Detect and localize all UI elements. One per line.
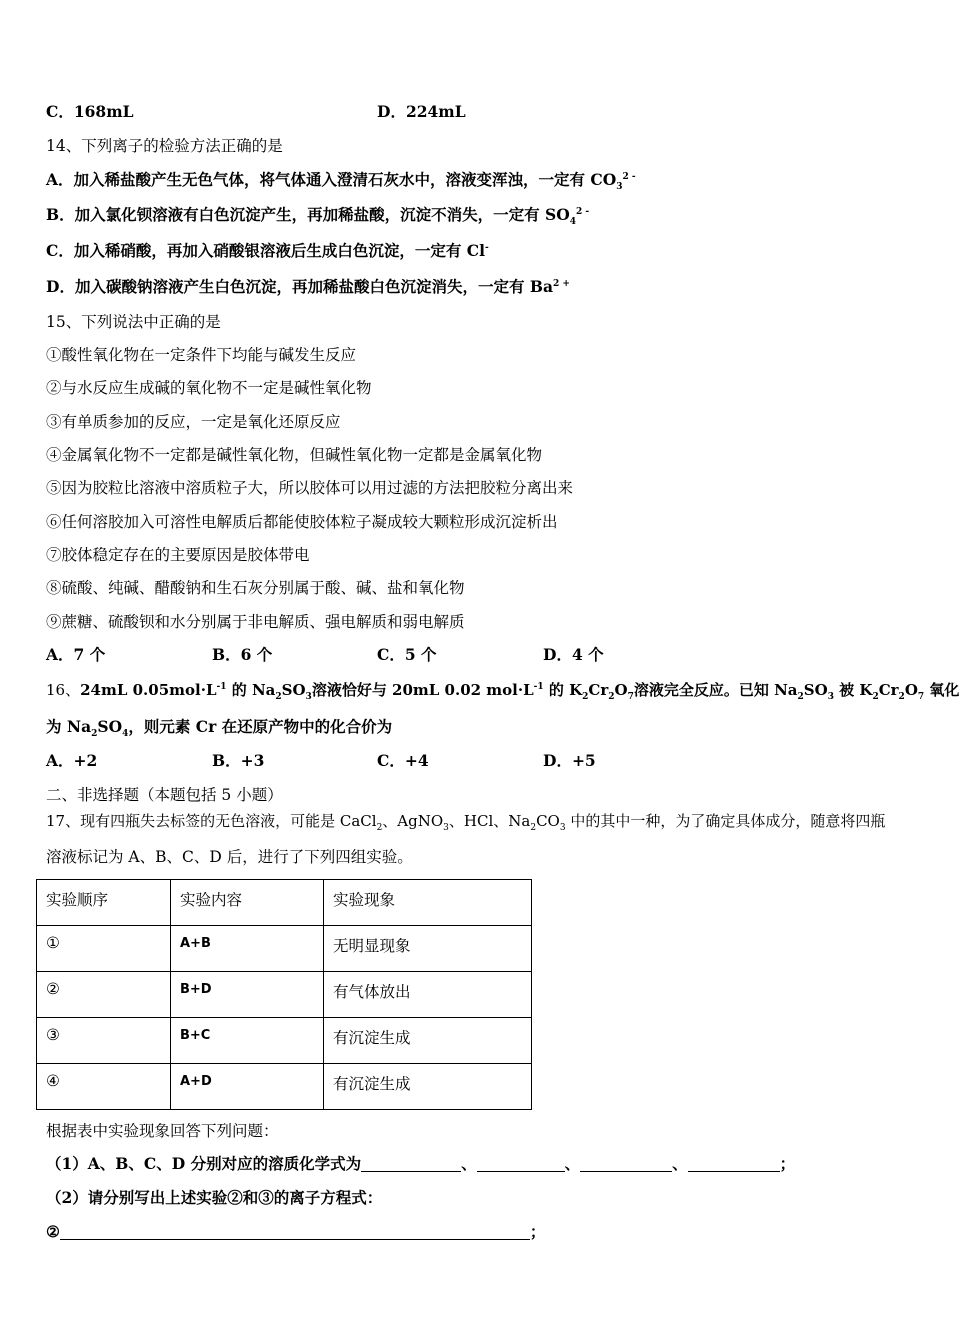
q17-after-table: 根据表中实验现象回答下列问题：	[46, 1122, 279, 1140]
q15-item: ②与水反应生成碱的氧化物不一定是碱性氧化物	[46, 379, 372, 397]
q14-option-b: B．加入氯化钡溶液有白色沉淀产生，再加稀盐酸，沉淀不消失，一定有 $SO_4^{2 -}$	[46, 205, 590, 228]
table-cell: 有沉淀生成	[324, 1064, 532, 1110]
q14-option-a: A．加入稀盐酸产生无色气体，将气体通入澄清石灰水中，溶液变浑浊，一定有 $CO_3^{2 -}$	[46, 170, 636, 193]
table-header: 实验内容	[171, 880, 324, 926]
q15-item: ①酸性氧化物在一定条件下均能与碱发生反应	[46, 346, 357, 364]
q16-option-d: D．+5	[543, 751, 596, 770]
q16-option-b: B．+3	[212, 751, 265, 770]
table-cell: B+D	[171, 972, 324, 1018]
q15-item: ⑧硫酸、纯碱、醋酸钠和生石灰分别属于酸、碱、盐和氧化物	[46, 579, 465, 597]
table-cell: 有气体放出	[324, 972, 532, 1018]
table-row	[37, 972, 532, 1018]
q14-option-c: C．加入稀硝酸，再加入硝酸银溶液后生成白色沉淀，一定有 Cl-	[46, 241, 489, 260]
q15-item: ⑤因为胶粒比溶液中溶质粒子大，所以胶体可以用过滤的方法把胶粒分离出来	[46, 479, 574, 497]
q14-stem: 14、下列离子的检验方法正确的是	[46, 137, 283, 155]
q17-equation-2: ② ；	[46, 1222, 546, 1241]
table-cell: A+B	[171, 926, 324, 972]
q17-subquestion-1: （1）A、B、C、D 分别对应的溶质化学式为 、 、 、 ；	[46, 1154, 796, 1173]
q17-stem-line2: 溶液标记为 A、B、C、D 后，进行了下列四组实验。	[46, 848, 413, 866]
q17-stem-line1: 17、现有四瓶失去标签的无色溶液，可能是 CaCl$_2$、AgNO$_3$、HCl、$Na_2CO_3$ 中的其中一种，为了确定具体成分，随意将四瓶	[46, 812, 886, 833]
table-cell: ③	[37, 1018, 171, 1064]
table-row	[37, 926, 532, 972]
q15-item: ⑥任何溶胶加入可溶性电解质后都能使胶体粒子凝成较大颗粒形成沉淀析出	[46, 513, 558, 531]
table-cell: A+D	[171, 1064, 324, 1110]
q15-option-b: B．6 个	[212, 645, 273, 664]
q17-subquestion-2: （2）请分别写出上述实验②和③的离子方程式：	[46, 1188, 383, 1207]
answer-blank[interactable]	[580, 1155, 672, 1172]
table-cell: B+C	[171, 1018, 324, 1064]
q16-stem-line1: 16、24mL $0.05mol\cdot L^{-1}$ 的 $Na_2SO_3$溶液恰好与 20mL 0.02 $mol\cdot L^{-1}$ 的 $K_2Cr_2O_7$溶液完全反应。已知 $Na_2SO_3$ 被 $K_2Cr_2O_7$ 氧化	[46, 681, 959, 702]
q16-option-a: A．+2	[46, 751, 98, 770]
q15-item: ⑦胶体稳定存在的主要原因是胶体带电	[46, 546, 310, 564]
q15-item: ⑨蔗糖、硫酸钡和水分别属于非电解质、强电解质和弱电解质	[46, 613, 465, 631]
table-cell: ②	[37, 972, 171, 1018]
q16-option-c: C．+4	[377, 751, 429, 770]
q15-option-c: C．5 个	[377, 645, 437, 664]
table-header-row	[37, 880, 532, 926]
table-header: 实验顺序	[37, 880, 171, 926]
q15-option-d: D．4 个	[543, 645, 604, 664]
q15-item: ④金属氧化物不一定都是碱性氧化物，但碱性氧化物一定都是金属氧化物	[46, 446, 543, 464]
q14-option-d: D．加入碳酸钠溶液产生白色沉淀，再加稀盐酸白色沉淀消失，一定有 $Ba^{2 +}$	[46, 277, 570, 296]
table-row	[37, 1064, 532, 1110]
table-cell: ①	[37, 926, 171, 972]
answer-blank[interactable]	[688, 1155, 780, 1172]
table-header: 实验现象	[324, 880, 532, 926]
q13-option-c: C．168mL	[46, 102, 134, 121]
section-heading: 二、非选择题（本题包括 5 小题）	[46, 786, 283, 804]
q15-option-a: A．7 个	[46, 645, 106, 664]
q16-stem-line2: 为 $Na_2SO_4$，则元素 Cr 在还原产物中的化合价为	[46, 717, 393, 740]
q15-item: ③有单质参加的反应，一定是氧化还原反应	[46, 413, 341, 431]
experiment-table	[36, 879, 532, 1110]
q15-stem: 15、下列说法中正确的是	[46, 313, 221, 331]
table-cell: 无明显现象	[324, 926, 532, 972]
answer-blank[interactable]	[477, 1155, 565, 1172]
table-cell: ④	[37, 1064, 171, 1110]
q13-option-d: D．224mL	[377, 102, 466, 121]
answer-blank[interactable]	[60, 1223, 530, 1240]
table-cell: 有沉淀生成	[324, 1018, 532, 1064]
table-row	[37, 1018, 532, 1064]
answer-blank[interactable]	[361, 1155, 461, 1172]
